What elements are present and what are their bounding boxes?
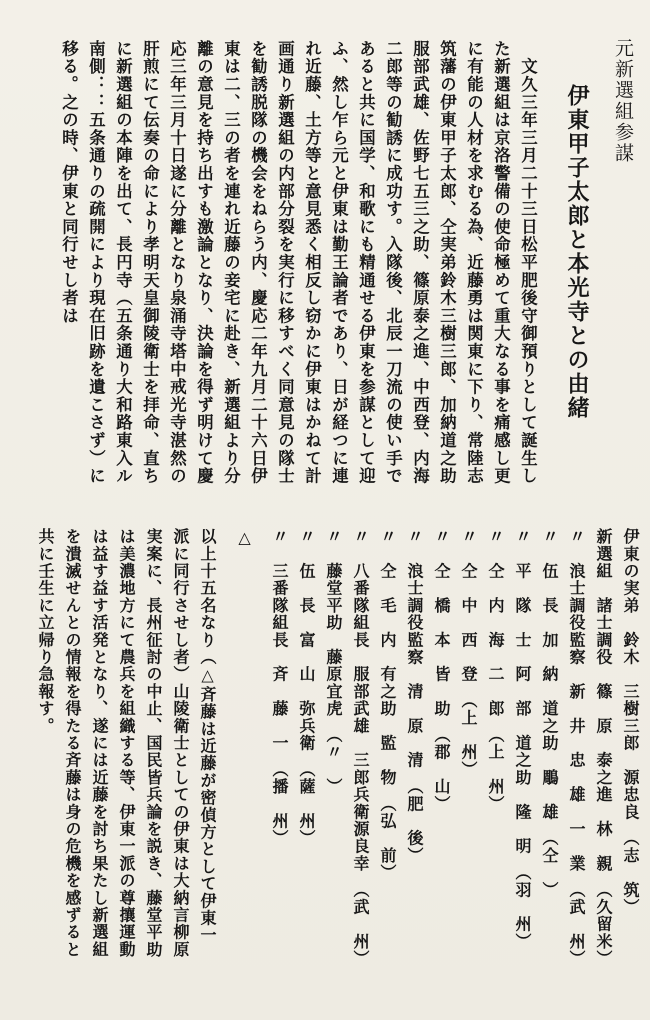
body-column: 画通り新選組の内部分裂を実行に移すべく同意見の隊士 [275, 40, 295, 485]
note-column: 派に同行させし者）山陵衛士としての伊東は大納言柳原 [171, 528, 190, 958]
body-column: に新選組の本陣を出て、長円寺（五条通り大和路東入ル [113, 40, 133, 485]
member-entry: 〃 仝 内 海 二 郎 （上 州） [486, 528, 505, 813]
member-entry: 〃 八番隊組長 服部武雄 三郎兵衛源良幸 （武 州） [351, 528, 370, 968]
member-entry: 〃 仝 毛 内 有之助 監 物 （弘 前） [378, 528, 397, 882]
subtitle: 元新選組参謀 [612, 38, 634, 164]
member-entry: 〃 仝 中 西 登 （上 州） [459, 528, 478, 778]
body-column: 応三年三月十日遂に分離となり泉涌寺塔中戒光寺湛然の [167, 40, 187, 485]
member-entry: 〃 三番隊組長 斉 藤 一 （播 州） [270, 528, 289, 847]
body-column: 離の意見を持ち出すも激論となり、決論を得ず明けて慶 [194, 40, 214, 485]
member-entry: 新選組 諸士調役 篠 原 泰之進 林 親 （久留米） [594, 528, 613, 968]
member-entry: 〃 仝 橋 本 皆 助 （郡 山） [432, 528, 451, 813]
member-entry: 〃 藤堂平助 藤原宜虎 （〃 ） [324, 528, 343, 796]
note-column: は益す益す活発となり、遂には近藤を討ち果たし新選組 [90, 528, 109, 958]
body-column: 文久三年三月二十三日松平肥後守御預りとして誕生し [518, 40, 538, 485]
body-column: に有能の人材を求むる為、近藤勇は関東に下り、常陸志 [464, 40, 484, 485]
body-column: ふ、然し乍ら元と伊東は勤王論者であり、日が経つに連 [329, 40, 349, 485]
body-column: た新選組は京洛警備の使命極めて重大なる事を痛感し更 [491, 40, 511, 485]
body-column: 東は二、三の者を連れ近藤の妾宅に赴き、新選組より分 [221, 40, 241, 485]
member-entry: 〃 伍 長 富 山 弥兵衛 （薩 州） [297, 528, 316, 847]
member-entry: 〃 浪士調役監察 新 井 忠 雄 一 業 （武 州） [567, 528, 586, 968]
body-column: 南側：：五条通りの疏開により現在旧跡を遺こさず）に [86, 40, 106, 485]
member-entry: 〃 浪士調役監察 清 原 清 （肥 後） [405, 528, 424, 864]
body-column: 筑藩の伊東甲子太郎、仝実弟鈴木三樹三郎、加納道之助 [437, 40, 457, 485]
note-column: 共に壬生に立帰り急報す。 [36, 528, 55, 735]
member-entry: 〃 伍 長 加 納 道之助 鵰 雄 （仝 ） [540, 528, 559, 899]
body-column: 二郎等の勧誘に成功す。入隊後、北辰一刀流の使い手で [383, 40, 403, 485]
body-column: 肝煎にて伝奏の命により孝明天皇御陵衛士を拝命、直ち [140, 40, 160, 485]
member-entry: 伊東の実弟 鈴木 三樹三郎 源忠良 （志 筑） [621, 528, 640, 916]
note-column: 以上十五名なり（△斉藤は近藤が密偵方として伊東一 [198, 528, 217, 944]
body-column: を勧誘脱隊の機会をねらう内、慶応二年九月二十六日伊 [248, 40, 268, 485]
body-column: 服部武雄、佐野七五三之助、篠原泰之進、中西登、内海 [410, 40, 430, 485]
page-title: 伊東甲子太郎と本光寺との由緒 [564, 84, 590, 420]
note-column: を潰滅せんとの情報を得たる斉藤は身の危機を感ずると [63, 528, 82, 958]
body-column: 移る。之の時、伊東と同行せし者は [59, 40, 79, 325]
body-column: れ近藤、土方等と意見悉く相反し窃かに伊東はかねて計 [302, 40, 322, 485]
note-column: 実案に、長州征討の中止、国民皆兵論を説き、藤堂平助 [144, 528, 163, 958]
body-column: あると共に国学、和歌にも精通せる伊東を参謀として迎 [356, 40, 376, 485]
member-entry: 〃 平 隊 士 阿 部 道之助 隆 明 （羽 州） [513, 528, 532, 950]
note-column: は美濃地方にて農兵を組織する等、伊東一派の尊攘運動 [117, 528, 136, 958]
triangle-marker: △ [235, 528, 254, 549]
